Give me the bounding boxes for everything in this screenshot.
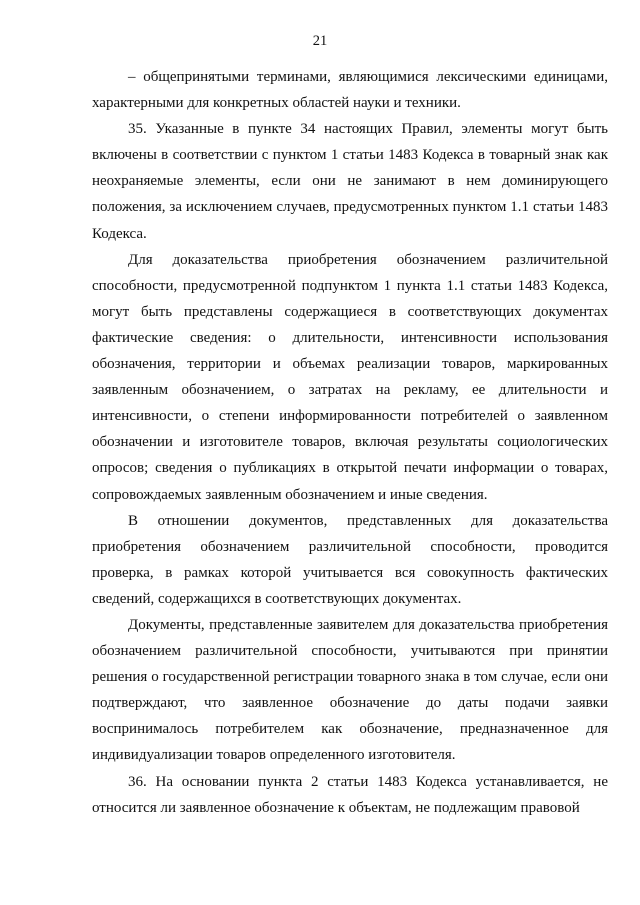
paragraph-evidence: Для доказательства приобретения обозначением различительной способности, предусмотренной подпунктом 1 пункта 1.1 статьи 1483 Кодекса, могут быть представлены содержащиеся в соответствующих документах фактические сведения: о длительности, интенсивности использования обозначения, территории и объемах реализации товаров, маркированных заявленным обозначением, о затратах на рекламу, ее длительности и интенсивности, о степени информированности потребителей о заявленном обозначении и изготовителе товаров, включая результаты социологических опросов; сведения о публикациях в открытой печати информации о товарах, сопровождаемых заявленным обозначением и иные сведения. bbox=[92, 251, 608, 503]
paragraph-terms: – общепринятыми терминами, являющимися лексическими единицами, характерными для конкретных областей науки и техники. bbox=[92, 69, 608, 112]
page-number: 21 bbox=[312, 33, 328, 49]
paragraph-verification: В отношении документов, представленных для доказательства приобретения обозначением различительной способности, проводится проверка, в рамках которой учитывается вся совокупность фактических сведений, содержащихся в соответствующих документах. bbox=[92, 512, 608, 607]
paragraph-36: 36. На основании пункта 2 статьи 1483 Кодекса устанавливается, не относится ли заявленное обозначение к объектам, не подлежащим правовой bbox=[92, 773, 608, 816]
paragraph-35: 35. Указанные в пункте 34 настоящих Правил, элементы могут быть включены в соответствии с пунктом 1 статьи 1483 Кодекса в товарный знак как неохраняемые элементы, если они не занимают в нем доминирующего положения, за исключением случаев, предусмотренных пунктом 1.1 статьи 1483 Кодекса. bbox=[92, 121, 608, 242]
paragraph-documents: Документы, представленные заявителем для доказательства приобретения обозначением различительной способности, учитываются при принятии решения о государственной регистрации товарного знака в том случае, если они подтверждают, что заявленное обозначение до даты подачи заявки воспринималось потребителем как обозначение, предназначенное для индивидуализации товаров определенного изготовителя. bbox=[92, 616, 608, 764]
document-body bbox=[92, 64, 608, 821]
